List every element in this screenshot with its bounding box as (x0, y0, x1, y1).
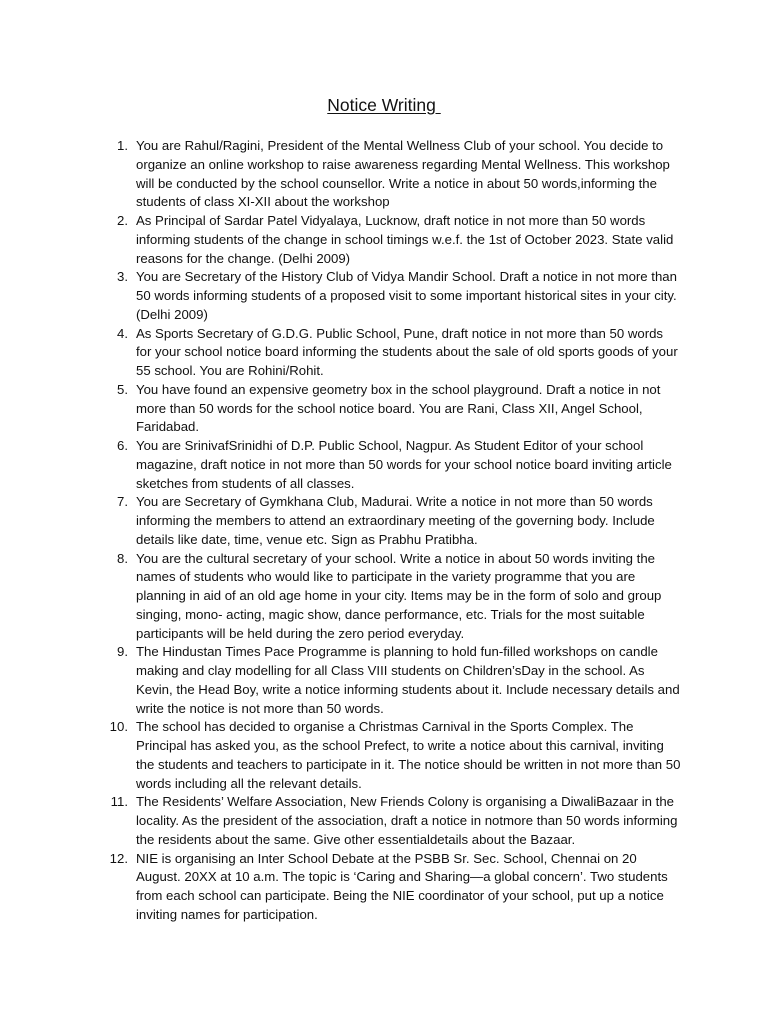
question-text: You are Secretary of the History Club of Vidya Mandir School. Draft a notice in not more than 50 words informing students of a proposed visit to some important historical sites in your city. (Delhi 2009) (136, 269, 677, 322)
question-text: You are the cultural secretary of your school. Write a notice in about 50 words inviting the names of students who would like to participate in the variety programme that you are planning in aid of an old age home in your city. Items may be in the form of solo and group singing, mono- acting, magic show, dance performance, etc. Trials for the most suitable participants will be held during the zero period everyday. (136, 550, 662, 641)
document-title-text: Notice Writing (327, 95, 441, 115)
question-number: 4. (117, 325, 128, 341)
question-item-10 (0, 718, 681, 793)
question-text: As Principal of Sardar Patel Vidyalaya, Lucknow, draft notice in not more than 50 words informing students of the change in school timings w.e.f. the 1st of October 2023. State valid reasons for the change. (Delhi 2009) (136, 213, 674, 266)
question-number: 2. (117, 213, 128, 228)
question-text: The Hindustan Times Pace Programme is planning to hold fun-filled workshops on candle making and clay modelling for all Class VIII students on Children’sDay in the school. As Kevin, the Head Boy, write a notice informing students about it. Include necessary details and write the notice is not more than 50 words. (136, 644, 680, 716)
document-title (0, 94, 768, 116)
question-number: 1. (117, 138, 128, 153)
question-text: As Sports Secretary of G.D.G. Public School, Pune, draft notice in not more than 50 words for your school notice board informing the students about the sale of old sports goods of your 55 school. You are Rohini/Rohit. (136, 325, 678, 378)
question-text: You are Secretary of Gymkhana Club, Madurai. Write a notice in not more than 50 words informing the members to attend an extraordinary meeting of the governing body. Include details like date, time, venue etc. Sign as Prabhu Pratibha. (136, 494, 655, 547)
question-item-9 (0, 643, 681, 718)
question-item-5 (0, 381, 681, 437)
question-item-4 (0, 325, 681, 381)
question-item-1 (0, 137, 681, 212)
question-number: 5. (117, 381, 128, 397)
question-item-12 (0, 850, 681, 925)
question-number: 10. (109, 719, 128, 735)
question-text: You have found an expensive geometry box in the school playground. Draft a notice in not more than 50 words for the school notice board. You are Rani, Class XII, Angel School, Faridabad. (136, 381, 661, 435)
question-item-3 (0, 268, 681, 324)
question-number: 8. (117, 550, 128, 566)
question-number: 3. (117, 269, 128, 285)
question-number: 9. (117, 644, 128, 660)
question-text: You are Rahul/Ragini, President of the Mental Wellness Club of your school. You decide to organize an online workshop to raise awareness regarding Mental Wellness. This workshop will be conducted by the school counsellor. Write a notice in about 50 words,informing the students of class XI-XII about the workshop (136, 138, 670, 210)
question-list (0, 137, 768, 925)
question-text: The school has decided to organise a Christmas Carnival in the Sports Complex. The Principal has asked you, as the school Prefect, to write a notice about this carnival, inviting the students and teachers to participate in it. The notice should be written in not more than 50 words including all the relevant details. (136, 719, 681, 791)
question-item-8 (0, 550, 681, 644)
question-number: 11. (110, 794, 128, 810)
question-item-2 (0, 212, 681, 268)
question-number: 7. (117, 494, 128, 510)
question-item-11 (0, 793, 681, 849)
question-item-7 (0, 493, 681, 549)
question-item-6 (0, 437, 681, 493)
question-text: The Residents’ Welfare Association, New Friends Colony is organising a DiwaliBazaar in the locality. As the president of the association, draft a notice in notmore than 50 words informing the residents about the same. Give other essentialdetails about the Bazaar. (136, 794, 678, 847)
question-text: NIE is organising an Inter School Debate at the PSBB Sr. Sec. School, Chennai on 20 August. 20XX at 10 a.m. The topic is ‘Caring and Sharing—a global concern’. Two students from each school can participate. Being the NIE coordinator of your school, put up a notice inviting names for participation. (136, 850, 668, 922)
question-text: You are SrinivafSrinidhi of D.P. Public School, Nagpur. As Student Editor of your school magazine, draft notice in not more than 50 words for your school notice board inviting article sketches from students of all classes. (136, 438, 672, 491)
question-number: 6. (117, 438, 128, 453)
question-number: 12. (109, 850, 128, 866)
